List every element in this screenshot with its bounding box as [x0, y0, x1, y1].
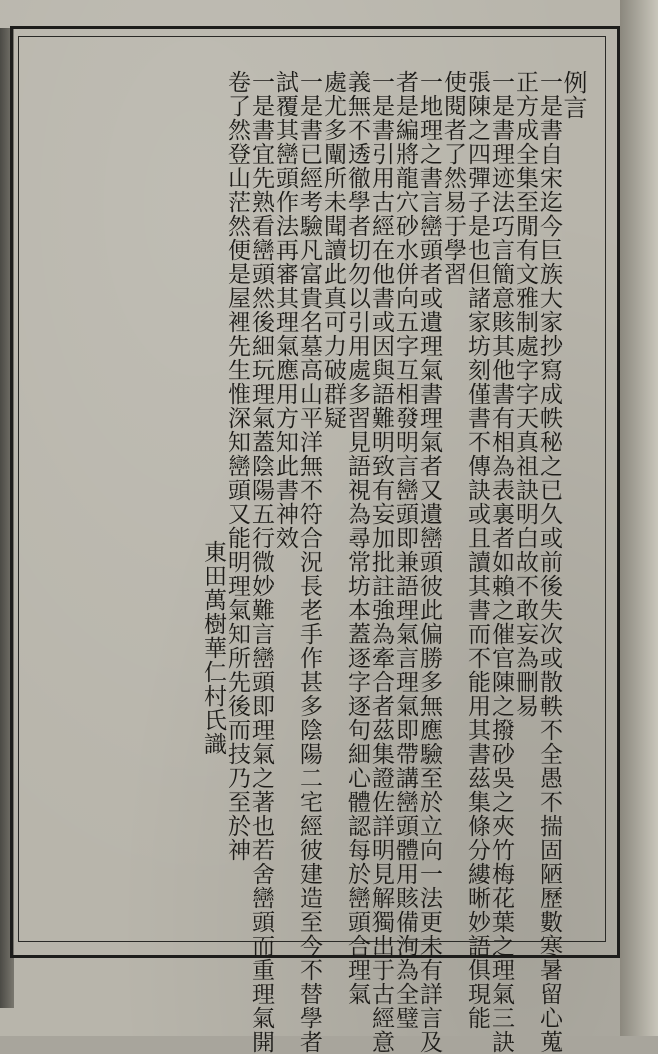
text-column: 一地理之書言巒頭者或遺理氣書理氣者又遺巒頭彼此偏勝多無應驗至於立向一法更未有詳言及	[416, 70, 442, 1054]
text-column: 試覆其巒頭作法再審其理氣應用方知此書神效	[272, 70, 298, 550]
heading: 例言	[559, 70, 587, 120]
text-column: 一是書引用古經在他書或因與語難明致有妄加批註強為牽合者茲集證佐詳明見解獨出于古經意	[368, 70, 394, 1054]
text-column: 處尤多闡所未聞讀此真可力破群疑	[320, 70, 346, 430]
signature: 東田萬樹華仁村氏識	[200, 540, 226, 756]
text-column: 使閱者了然易于學習	[440, 70, 466, 286]
text-column: 一是書自宋迄今巨族大家抄寫成帙秘之已久或前後失次或散軼不全愚不揣固陋歷數寒暑留心蒐	[536, 70, 562, 1054]
text-column: 一是書已經考驗凡富貴名墓高山平洋無不符合況長老手作甚多陰陽二宅經彼建造至今不替學者	[296, 70, 322, 1054]
text-column: 一是書宜先熟看巒頭然後細玩理氣蓋陰陽五行微妙難言巒頭即理氣之著也若舍巒頭而重理氣開	[248, 70, 274, 1054]
text-column: 者是編將龍穴砂水併向五字互相發明言巒頭即兼語理氣言理氣即帶講巒頭體用賅備洵為全璧	[392, 70, 418, 1030]
facing-page-edge	[620, 0, 658, 1036]
vertical-text-block	[95, 70, 587, 1054]
text-column: 卷了然登山茫然便是屋裡先生惟深知巒頭又能明理氣知所先後而技乃至於神	[224, 70, 250, 862]
text-column: 義無不透徹學者切勿以引用處多習見語視為尋常坊本蓋逐字逐句細心體認每於巒頭合理氣	[344, 70, 370, 1006]
text-column: 一是書理迹法巧言簡意賅其他書有相為表裏者如賴之催官陳之撥砂吳之夾竹梅花葉之理氣三訣	[488, 70, 514, 1054]
text-column: 正方成全集至閒有文雅制處字字天真祖訣明白故不敢妄為刪易	[512, 70, 538, 718]
text-column: 張陳之四彈子是也但諸家坊刻僅書不傳訣或且讀其書而不能用其書茲集條分縷晰妙語俱現能	[464, 70, 490, 1030]
